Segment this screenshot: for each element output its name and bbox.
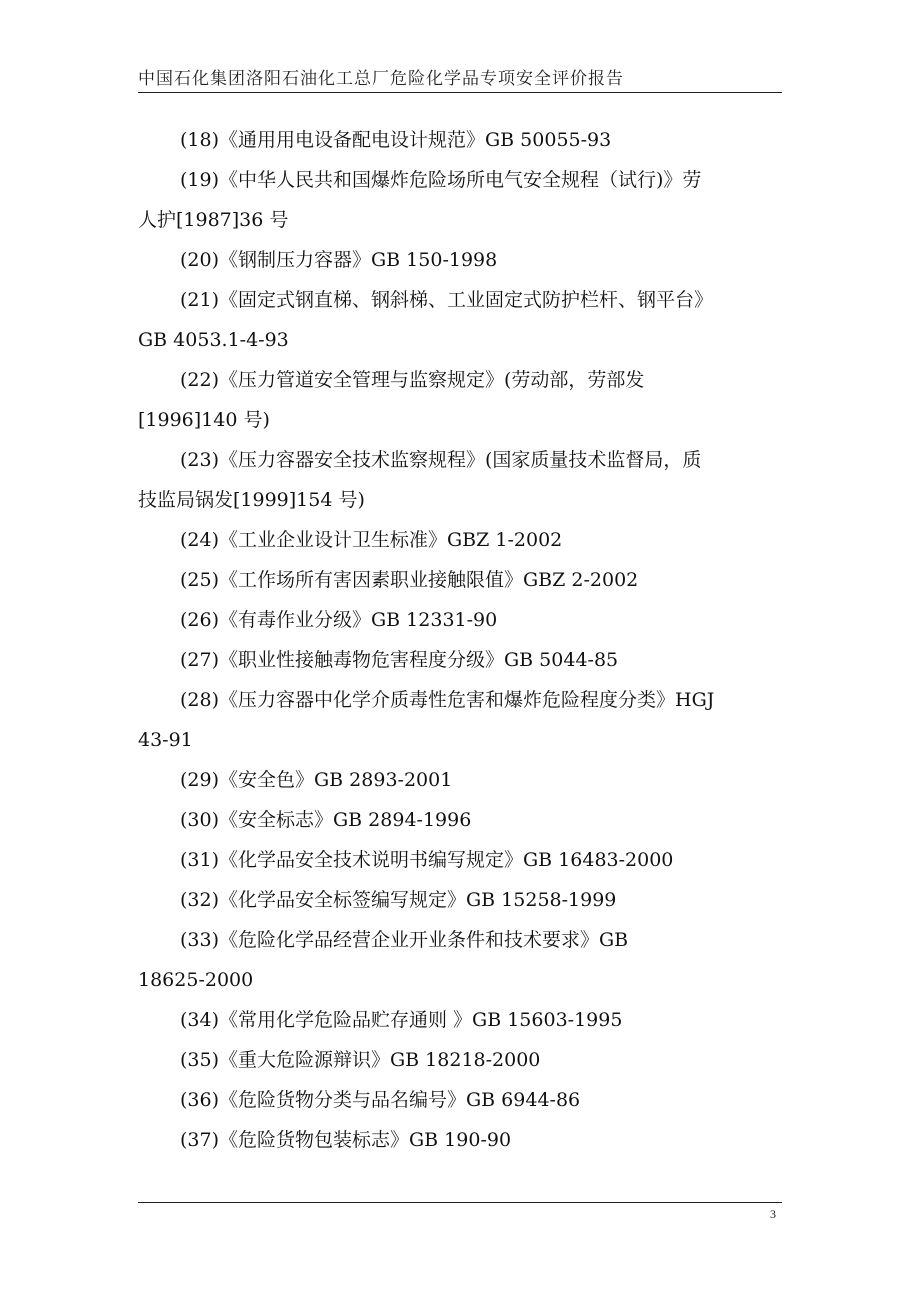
page-header-title: 中国石化集团洛阳石油化工总厂危险化学品专项安全评价报告 — [138, 69, 624, 89]
reference-item: (18)《通用用电设备配电设计规范》GB 50055-93 — [180, 129, 612, 151]
reference-item: (35)《重大危险源辩识》GB 18218-2000 — [180, 1049, 541, 1071]
reference-item: (23)《压力容器安全技术监察规程》(国家质量技术监督局，质 — [180, 449, 702, 471]
reference-item: (22)《压力管道安全管理与监察规定》(劳动部，劳部发 — [180, 369, 645, 391]
reference-item: (29)《安全色》GB 2893-2001 — [180, 769, 453, 791]
reference-item: (21)《固定式钢直梯、钢斜梯、工业固定式防护栏杆、钢平台》 — [180, 289, 714, 311]
reference-item-continuation: [1996]140 号) — [138, 409, 270, 431]
reference-item: (20)《钢制压力容器》GB 150-1998 — [180, 249, 498, 271]
reference-item-continuation: 人护[1987]36 号 — [138, 209, 289, 231]
header-divider — [138, 92, 782, 93]
reference-item-continuation: GB 4053.1-4-93 — [138, 329, 289, 351]
reference-item: (33)《危险化学品经营企业开业条件和技术要求》GB — [180, 929, 629, 951]
reference-item: (19)《中华人民共和国爆炸危险场所电气安全规程（试行)》劳 — [180, 169, 702, 191]
reference-item: (28)《压力容器中化学介质毒性危害和爆炸危险程度分类》HGJ — [180, 689, 715, 711]
reference-item: (34)《常用化学危险品贮存通则 》GB 15603-1995 — [180, 1009, 623, 1031]
reference-item: (36)《危险货物分类与品名编号》GB 6944-86 — [180, 1089, 581, 1111]
reference-item-continuation: 18625-2000 — [138, 969, 254, 991]
reference-list — [138, 120, 782, 1160]
reference-item: (25)《工作场所有害因素职业接触限值》GBZ 2-2002 — [180, 569, 639, 591]
reference-item: (32)《化学品安全标签编写规定》GB 15258-1999 — [180, 889, 617, 911]
reference-item: (27)《职业性接触毒物危害程度分级》GB 5044-85 — [180, 649, 619, 671]
footer-divider — [138, 1202, 782, 1203]
reference-item-continuation: 43-91 — [138, 729, 193, 751]
reference-item: (31)《化学品安全技术说明书编写规定》GB 16483-2000 — [180, 849, 674, 871]
reference-item: (24)《工业企业设计卫生标准》GBZ 1-2002 — [180, 529, 563, 551]
reference-item: (37)《危险货物包装标志》GB 190-90 — [180, 1129, 512, 1151]
page-number: 3 — [770, 1207, 776, 1221]
reference-item-continuation: 技监局锅发[1999]154 号) — [138, 489, 365, 511]
reference-item: (30)《安全标志》GB 2894-1996 — [180, 809, 472, 831]
reference-item: (26)《有毒作业分级》GB 12331-90 — [180, 609, 498, 631]
